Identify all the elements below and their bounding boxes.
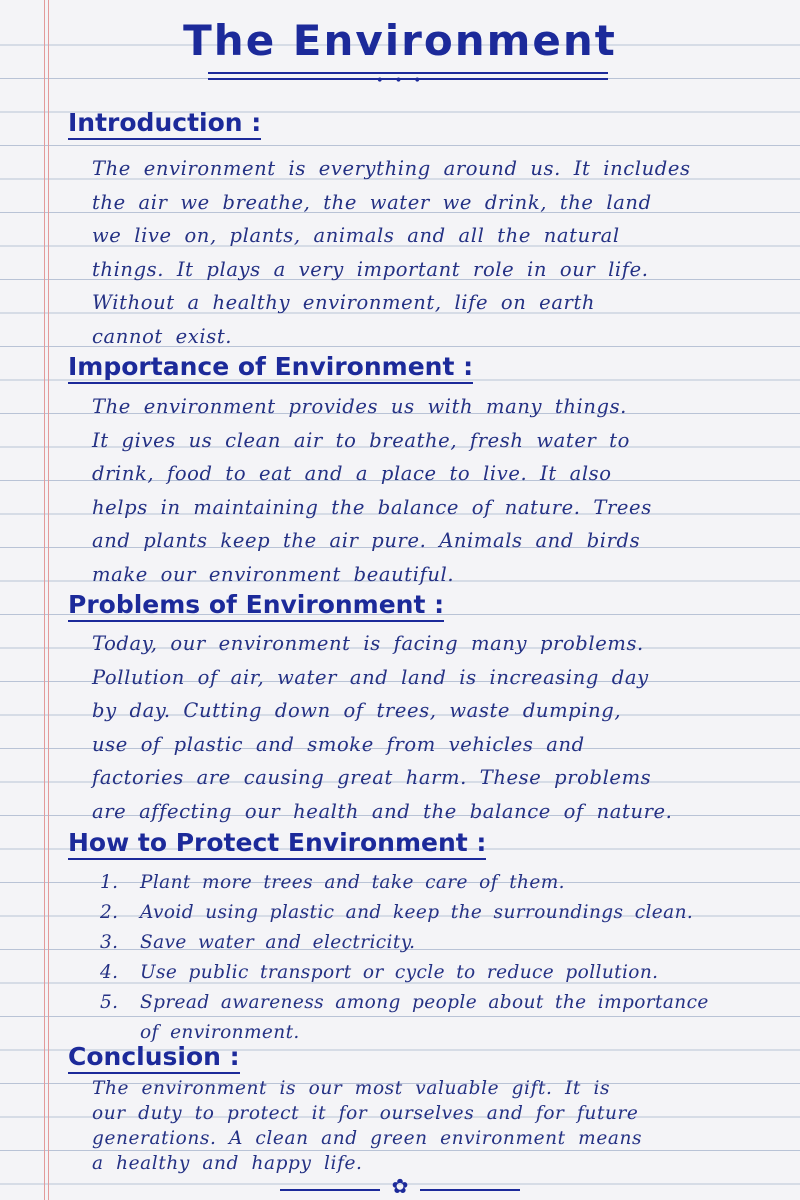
protect-list	[100, 868, 780, 1048]
list-item: 4. Use public transport or cycle to reduce pollution.	[100, 962, 659, 983]
list-item: 1. Plant more trees and take care of them.	[100, 872, 565, 893]
heading-conclusion: Conclusion :	[68, 1042, 240, 1074]
heading-protect: How to Protect Environment :	[68, 828, 486, 860]
list-item-continuation: of environment.	[140, 1022, 300, 1043]
footer-line	[420, 1189, 520, 1191]
title-block	[0, 14, 800, 68]
problems-text: Today, our environment is facing many problems. Pollution of air, water and land is increasing day by day. Cutting down of trees, waste dumping, use of plastic and smoke from vehicles and factories are causing great harm. These problems are affecting our health and the balance of nature.	[92, 632, 673, 823]
conclusion-text: The environment is our most valuable gift. It is our duty to protect it for ourselves and for future generations. A clean and green environment means a healthy and happy life.	[92, 1078, 643, 1174]
list-item: 3. Save water and electricity.	[100, 932, 416, 953]
list-item: 5. Spread awareness among people about the importance	[100, 992, 709, 1013]
heading-introduction: Introduction :	[68, 108, 261, 140]
page-title: The Environment	[183, 16, 617, 65]
list-item: 2. Avoid using plastic and keep the surroundings clean.	[100, 902, 694, 923]
footer-flower-icon: ✿	[391, 1174, 409, 1198]
title-ornament-dots: • • •	[375, 73, 425, 89]
heading-problems: Problems of Environment :	[68, 590, 444, 622]
margin-line	[48, 0, 49, 1200]
importance-text: The environment provides us with many things. It gives us clean air to breathe, fresh water to drink, food to eat and a place to live. It also helps in maintaining the balance of nature. Trees and plants keep the air pure. Animals and birds make our environment beautiful.	[92, 395, 652, 586]
introduction-text: The environment is everything around us. It includes the air we breathe, the water we drink, the land we live on, plants, animals and all the natural things. It plays a very important role in our life. Without a healthy environment, life on earth cannot exist.	[92, 157, 691, 348]
heading-importance: Importance of Environment :	[68, 352, 473, 384]
margin-line	[44, 0, 45, 1200]
